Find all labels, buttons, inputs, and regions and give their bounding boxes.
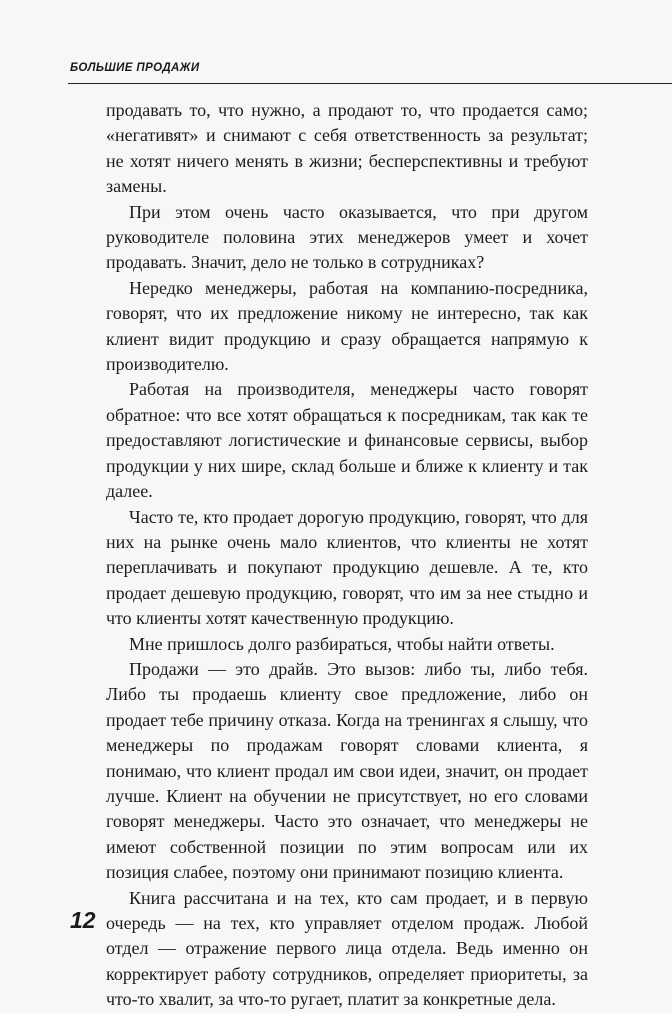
- paragraph: Книга рассчитана и на тех, кто сам продает, и в первую очередь — на тех, кто управляет отделом продаж. Любой отдел — отражение первого лица отдела. Ведь именно он корректирует работу сотрудников, определяет приоритеты, за что-то хвалит, за что-то ругает, платит за конкретные дела.: [106, 887, 588, 1010]
- paragraph: Нередко менеджеры, работая на компанию-посредника, говорят, что их предложение никому не интересно, так как клиент видит продукцию и сразу обращается напрямую к производителю.: [106, 277, 588, 375]
- paragraph: При этом очень часто оказывается, что при другом руководителе половина этих менеджеров умеет и хочет продавать. Значит, дело не только в сотрудниках?: [106, 201, 588, 273]
- paragraph: Работая на производителя, менеджеры часто говорят обратное: что все хотят обращаться к посредникам, так как те предоставляют логистические и финансовые сервисы, выбор продукции у них шире, склад больше и ближе к клиенту и так далее.: [106, 379, 588, 502]
- paragraph-continued: продавать то, что нужно, а продают то, что продается само; «негативят» и снимают с себя ответственность за результат; не хотят ничего менять в жизни; бесперспективны и требуют замены.: [106, 100, 588, 197]
- header-rule: [68, 83, 672, 84]
- paragraph: Продажи — это драйв. Это вызов: либо ты, либо тебя. Либо ты продаешь клиенту свое предложение, либо он продает тебе причину отказа. Когда на тренингах я слышу, что менеджеры по продажам говорят словами клиента, я понимаю, что клиент продал им свои идеи, значит, он продает лучше. Клиент на обучении не присутствует, но его словами говорят менеджеры. Часто это означает, что менеджеры не имеют собственной позиции по этим вопросам или их позиция слабее, поэтому они принимают позицию клиента.: [106, 658, 588, 883]
- running-head: БОЛЬШИЕ ПРОДАЖИ: [70, 62, 200, 74]
- paragraph: Часто те, кто продает дорогую продукцию, говорят, что для них на рынке очень мало клиентов, что клиенты не хотят переплачивать и покупают продукцию дешевле. А те, кто продает дешевую продукцию, говорят, что им за нее стыдно и что клиенты хотят качественную продукцию.: [106, 506, 588, 629]
- page-number: 12: [70, 907, 96, 933]
- paragraph: Мне пришлось долго разбираться, чтобы найти ответы.: [129, 633, 555, 654]
- body-text: [106, 98, 588, 1013]
